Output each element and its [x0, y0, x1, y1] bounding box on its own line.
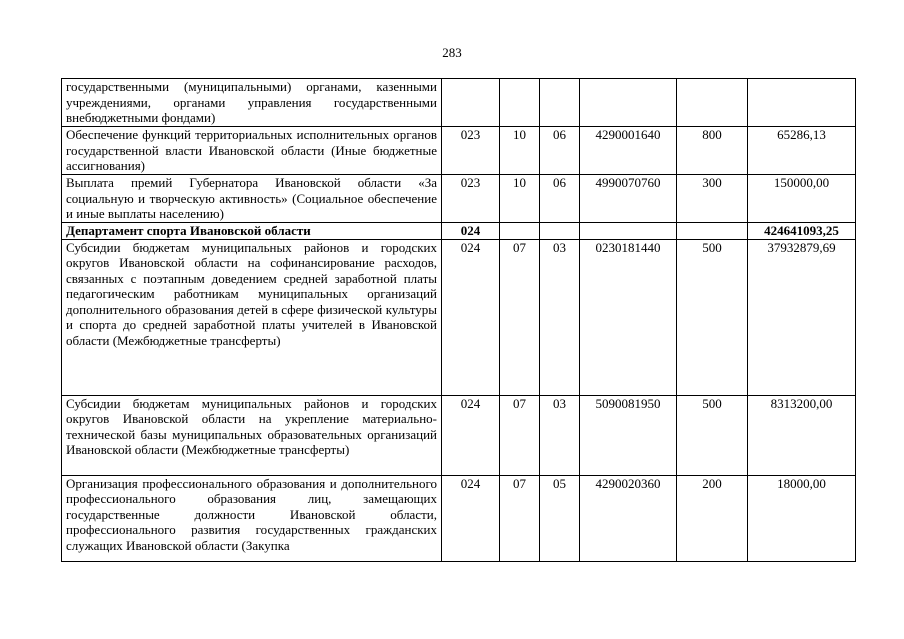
table-row — [62, 127, 856, 175]
row-name: Организация профессионального образования и дополнительного профессионального образования лиц, замещающих государственные должности Ивановской области, профессионального развития государственных гражданских служащих Ивановской области (Закупка — [62, 475, 442, 561]
page-number: 283 — [442, 45, 462, 60]
subsection-code: 06 — [540, 127, 580, 175]
section-code: 10 — [500, 127, 540, 175]
section-code: 07 — [500, 239, 540, 395]
target-article-code — [580, 79, 677, 127]
gr-code: 023 — [442, 175, 500, 223]
table-row — [62, 395, 856, 475]
amount: 150000,00 — [748, 175, 856, 223]
table-row-department — [62, 223, 856, 240]
table-row — [62, 239, 856, 395]
expense-type-code: 500 — [677, 239, 748, 395]
table-row — [62, 79, 856, 127]
subsection-code: 05 — [540, 475, 580, 561]
subsection-code: 03 — [540, 239, 580, 395]
target-article-code: 4990070760 — [580, 175, 677, 223]
gr-code: 024 — [442, 239, 500, 395]
subsection-code: 03 — [540, 395, 580, 475]
expense-type-code — [677, 79, 748, 127]
gr-code: 024 — [442, 475, 500, 561]
row-name: Выплата премий Губернатора Ивановской области «За социальную и творческую активность» (Социальное обеспечение и иные выплаты населению) — [62, 175, 442, 223]
subsection-code — [540, 79, 580, 127]
row-name: Субсидии бюджетам муниципальных районов и городских округов Ивановской области на софинансирование расходов, связанных с поэтапным доведением средней заработной платы педагогическим работникам муниципальных организаций дополнительного образования детей в сфере физической культуры и спорта до средней заработной платы учителей в Ивановской области (Межбюджетные трансферты) — [62, 239, 442, 395]
section-code: 10 — [500, 175, 540, 223]
table-row — [62, 175, 856, 223]
expense-type-code: 500 — [677, 395, 748, 475]
expense-type-code: 200 — [677, 475, 748, 561]
row-name: Департамент спорта Ивановской области — [62, 223, 442, 240]
section-code — [500, 79, 540, 127]
amount: 8313200,00 — [748, 395, 856, 475]
section-code: 07 — [500, 475, 540, 561]
subsection-code — [540, 223, 580, 240]
subsection-code: 06 — [540, 175, 580, 223]
target-article-code: 5090081950 — [580, 395, 677, 475]
gr-code: 024 — [442, 223, 500, 240]
amount: 18000,00 — [748, 475, 856, 561]
amount — [748, 79, 856, 127]
row-name: Обеспечение функций территориальных исполнительных органов государственной власти Ивановской области (Иные бюджетные ассигнования) — [62, 127, 442, 175]
target-article-code: 4290001640 — [580, 127, 677, 175]
amount: 424641093,25 — [748, 223, 856, 240]
target-article-code — [580, 223, 677, 240]
target-article-code: 0230181440 — [580, 239, 677, 395]
amount: 65286,13 — [748, 127, 856, 175]
gr-code: 024 — [442, 395, 500, 475]
amount: 37932879,69 — [748, 239, 856, 395]
table-row — [62, 475, 856, 561]
gr-code — [442, 79, 500, 127]
budget-table — [61, 78, 856, 562]
expense-type-code: 800 — [677, 127, 748, 175]
section-code: 07 — [500, 395, 540, 475]
expense-type-code: 300 — [677, 175, 748, 223]
gr-code: 023 — [442, 127, 500, 175]
row-name: Субсидии бюджетам муниципальных районов и городских округов Ивановской области на укрепление материально-технической базы муниципальных образовательных организаций Ивановской области (Межбюджетные трансферты) — [62, 395, 442, 475]
expense-type-code — [677, 223, 748, 240]
section-code — [500, 223, 540, 240]
row-name: государственными (муниципальными) органами, казенными учреждениями, органами управления государственными внебюджетными фондами) — [62, 79, 442, 127]
target-article-code: 4290020360 — [580, 475, 677, 561]
